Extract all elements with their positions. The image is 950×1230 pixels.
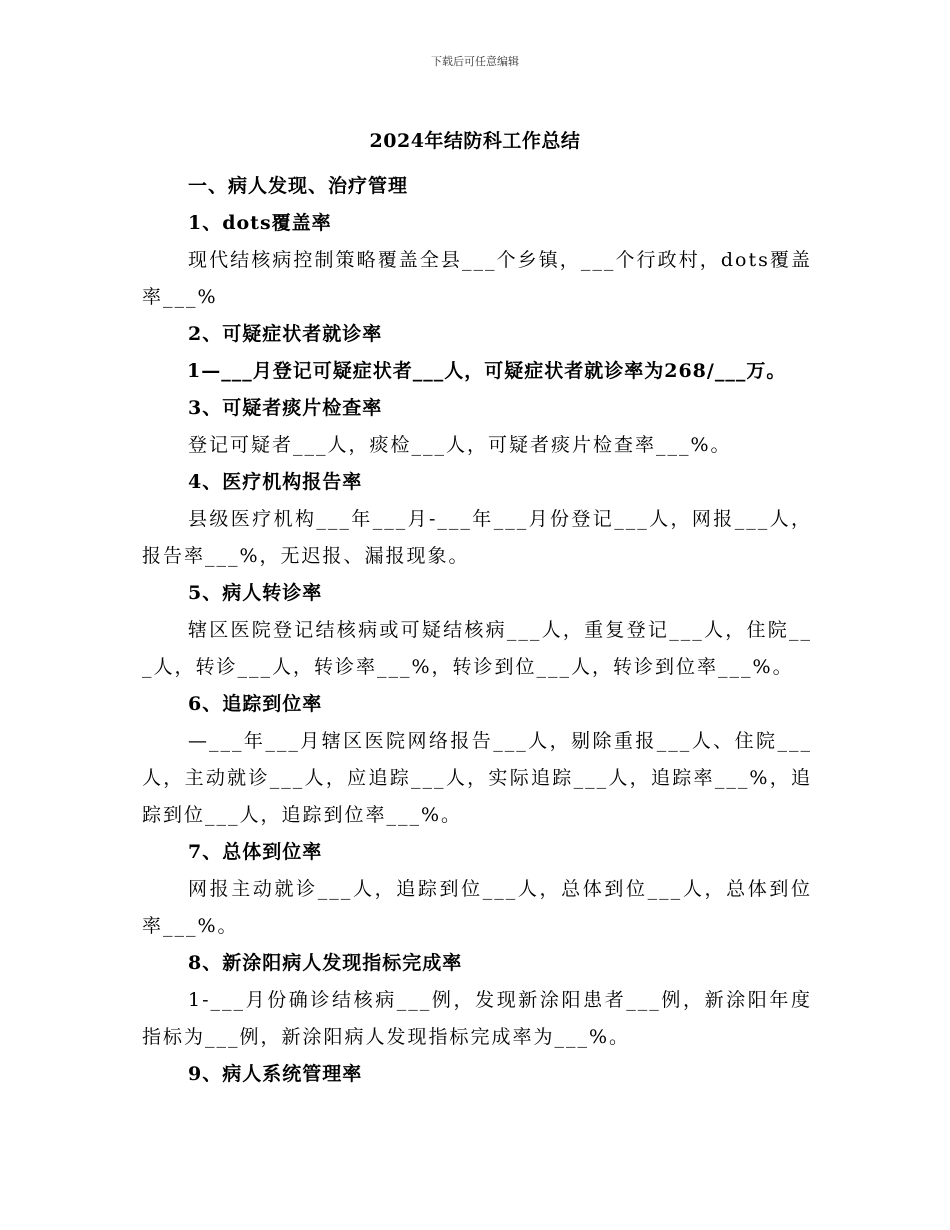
section-heading: 6、追踪到位率 <box>188 693 323 715</box>
section-paragraph: 县级医疗机构___年___月-___年___月份登记___人，网报___人，报告率___%，无迟报、漏报现象。 <box>142 508 812 567</box>
section-heading: 一、病人发现、治疗管理 <box>188 175 409 197</box>
section-heading: 9、病人系统管理率 <box>188 1063 363 1085</box>
section-paragraph: 辖区医院登记结核病或可疑结核病___人，重复登记___人，住院___人，转诊___人，转诊率___%，转诊到位___人，转诊到位率___%。 <box>142 619 812 678</box>
section-heading: 5、病人转诊率 <box>188 582 323 604</box>
section-heading: 1、dots覆盖率 <box>188 212 332 234</box>
document-title: 2024年结防科工作总结 <box>369 130 581 152</box>
section-heading: 4、医疗机构报告率 <box>188 471 363 493</box>
section-heading: 8、新涂阳病人发现指标完成率 <box>188 952 463 974</box>
header-note: 下载后可任意编辑 <box>431 55 519 68</box>
section-paragraph: 现代结核病控制策略覆盖全县___个乡镇，___个行政村，dots覆盖率___% <box>142 249 812 308</box>
section-paragraph: 1-___月份确诊结核病___例，发现新涂阳患者___例，新涂阳年度指标为___例，新涂阳病人发现指标完成率为___%。 <box>142 989 812 1048</box>
section-heading: 7、总体到位率 <box>188 841 323 863</box>
document-body <box>142 168 812 1093</box>
section-paragraph: —___年___月辖区医院网络报告___人，剔除重报___人、住院___人，主动就诊___人，应追踪___人，实际追踪___人，追踪率___%，追踪到位___人，追踪到位率___%。 <box>142 730 812 826</box>
section-heading: 3、可疑者痰片检查率 <box>188 397 383 419</box>
section-paragraph-bold: 1—___月登记可疑症状者___人，可疑症状者就诊率为268/___万。 <box>187 360 787 382</box>
section-paragraph: 登记可疑者___人，痰检___人，可疑者痰片检查率___%。 <box>188 434 732 456</box>
section-paragraph: 网报主动就诊___人，追踪到位___人，总体到位___人，总体到位率___%。 <box>142 878 812 937</box>
section-heading: 2、可疑症状者就诊率 <box>188 323 383 345</box>
